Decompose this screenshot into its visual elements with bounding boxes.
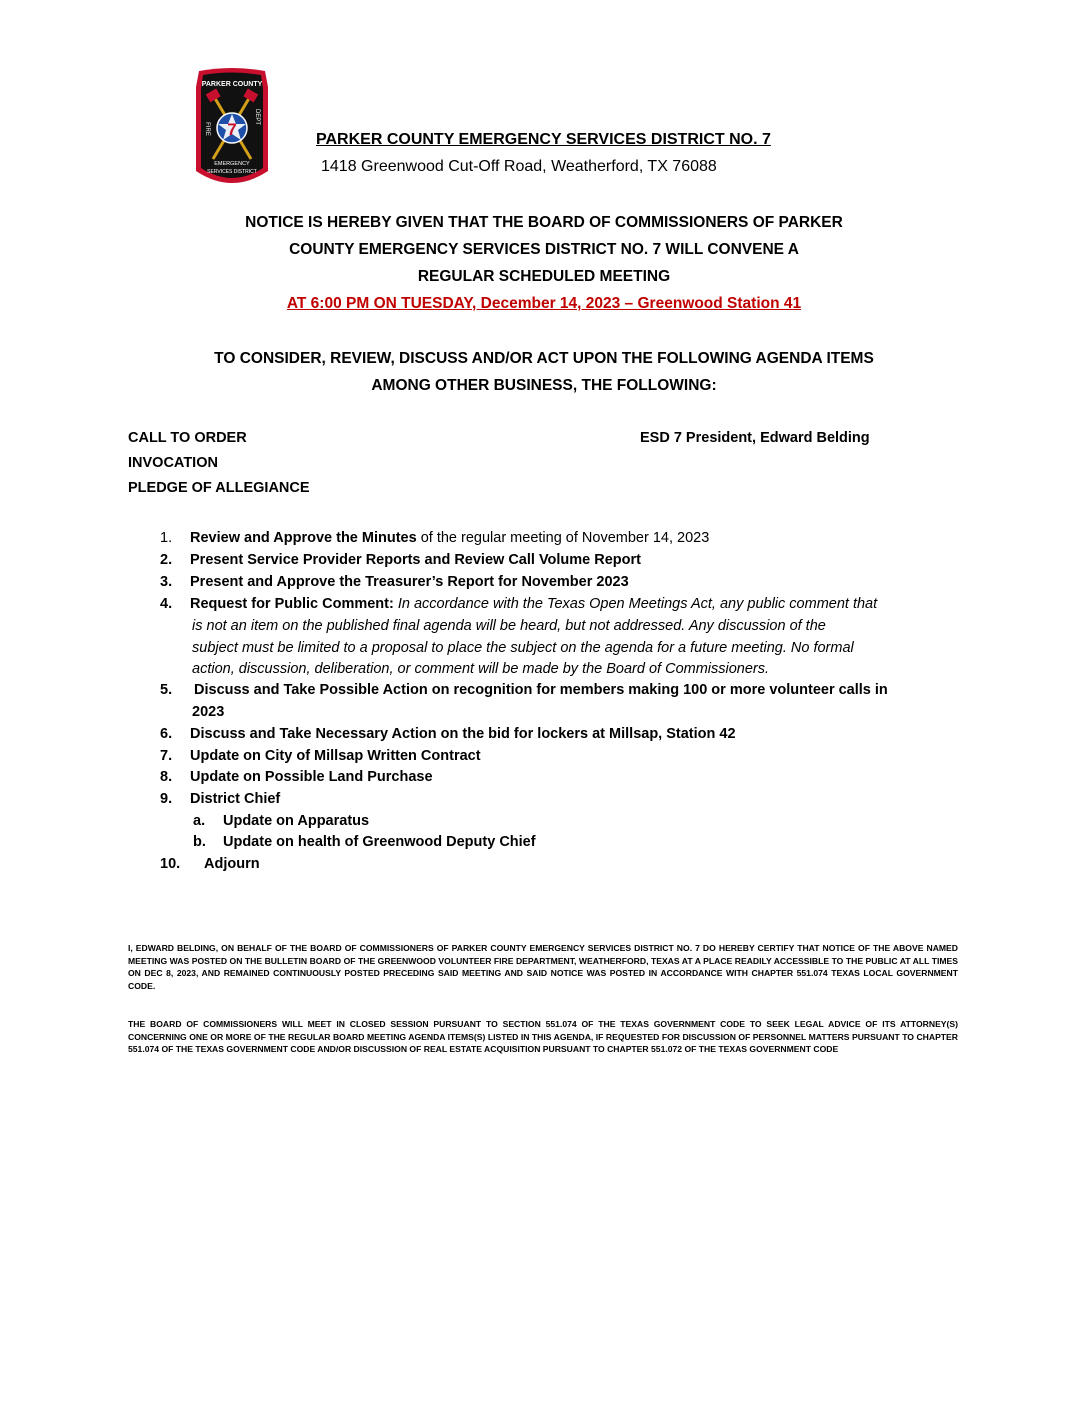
agenda-item-title: Request for Public Comment: (190, 596, 394, 612)
agenda-item-number: 4. (160, 596, 173, 612)
esd-logo (193, 67, 271, 193)
agenda-item-detail: is not an item on the published final agenda will be heard, but not addressed. Any discussion of the (192, 618, 826, 634)
agenda-item-title: Discuss and Take Necessary Action on the bid for lockers at Millsap, Station 42 (190, 726, 736, 742)
agenda-item (160, 789, 280, 811)
agenda-item-title: Update on City of Millsap Written Contract (190, 748, 481, 764)
agenda-subitem (193, 832, 536, 854)
agenda-item-number: 5. (160, 682, 173, 698)
agenda-item-title: Adjourn (204, 856, 260, 872)
agenda-item-number: 1. (160, 530, 173, 546)
agenda-item-detail: action, discussion, deliberation, or comment will be made by the Board of Commissioners. (192, 661, 770, 677)
agenda-item-number: 3. (160, 574, 173, 590)
agenda-item-number: 10. (160, 856, 181, 872)
agenda-item (160, 854, 260, 876)
agenda-item-title: Update on Possible Land Purchase (190, 769, 433, 785)
agenda-item-number: 7. (160, 748, 173, 764)
agenda-item (160, 746, 481, 768)
agenda-item-detail: subject must be limited to a proposal to place the subject on the agenda for a future meeting. No formal (192, 640, 854, 656)
agenda-item (160, 572, 629, 594)
agenda-item (160, 550, 641, 572)
agenda-item-detail: In accordance with the Texas Open Meetings Act, any public comment that (393, 596, 878, 612)
agenda-item-number: a. (193, 813, 206, 829)
logo-top-text: PARKER COUNTY (201, 81, 263, 88)
agenda-item-number: 9. (160, 791, 173, 807)
agenda-item-number: 6. (160, 726, 173, 742)
agenda-item-number: 2. (160, 552, 173, 568)
agenda-item (160, 767, 433, 789)
org-name: PARKER COUNTY EMERGENCY SERVICES DISTRICT NO. 7 (316, 131, 771, 148)
agenda-item-title: Update on Apparatus (223, 813, 370, 829)
org-address: 1418 Greenwood Cut-Off Road, Weatherford, TX 76088 (321, 158, 717, 175)
logo-left-text: FIRE (204, 122, 210, 136)
presider: ESD 7 President, Edward Belding (640, 430, 870, 446)
agenda-item (160, 680, 888, 702)
invocation: INVOCATION (128, 455, 218, 471)
agenda-item (160, 594, 877, 616)
notice-line-1: NOTICE IS HEREBY GIVEN THAT THE BOARD OF COMMISSIONERS OF PARKER (245, 214, 843, 231)
consider-line-2: AMONG OTHER BUSINESS, THE FOLLOWING: (371, 377, 717, 394)
closed-session-text: THE BOARD OF COMMISSIONERS WILL MEET IN CLOSED SESSION PURSUANT TO SECTION 551.074 OF THE TEXAS GOVERNMENT CODE TO SEEK LEGAL ADVICE OF ITS ATTORNEY(S) CONCERNING ONE OR MORE OF THE REGULAR BOARD MEETING AGENDA ITEMS(S) LISTED IN THIS AGENDA, IF REQUESTED FOR DISCUSSION OF PERSONNEL MATTERS PURSUANT TO CHAPTER 551.074 OF THE TEXAS GOVERNMENT CODE AND/OR DISCUSSION OF REAL ESTATE ACQUISITION PURSUANT TO CHAPTER 551.072 OF THE TEXAS GOVERNMENT CODE (128, 1019, 958, 1055)
agenda-item-title: Present and Approve the Treasurer’s Report for November 2023 (190, 574, 629, 590)
agenda-item-title: Update on health of Greenwood Deputy Chief (223, 834, 536, 850)
certification-text: I, EDWARD BELDING, ON BEHALF OF THE BOARD OF COMMISSIONERS OF PARKER COUNTY EMERGENCY SERVICES DISTRICT NO. 7 DO HEREBY CERTIFY THAT NOTICE OF THE ABOVE NAMED MEETING WAS POSTED ON THE BULLETIN BOARD OF THE GREENWOOD VOLUNTEER FIRE DEPARTMENT, WEATHERFORD, TEXAS AT A PLACE READILY ACCESSIBLE TO THE PUBLIC AT ALL TIMES ON DEC 8, 2023, AND REMAINED CONTINUOUSLY POSTED PRECEDING SAID MEETING AND SAID NOTICE WAS POSTED IN ACCORDANCE WITH CHAPTER 551.074 TEXAS LOCAL GOVERNMENT CODE. (128, 943, 958, 992)
logo-bottom-text-1: EMERGENCY (214, 161, 250, 167)
agenda-item-title: Present Service Provider Reports and Review Call Volume Report (190, 552, 641, 568)
agenda-item-title-cont: 2023 (192, 704, 225, 720)
pledge-of-allegiance: PLEDGE OF ALLEGIANCE (128, 480, 310, 496)
notice-line-2: COUNTY EMERGENCY SERVICES DISTRICT NO. 7 WILL CONVENE A (289, 241, 799, 258)
consider-line-1: TO CONSIDER, REVIEW, DISCUSS AND/OR ACT UPON THE FOLLOWING AGENDA ITEMS (214, 350, 874, 367)
agenda-item (160, 724, 736, 746)
agenda-item-number: b. (193, 834, 206, 850)
agenda-item (160, 528, 709, 550)
logo-right-text: DEPT (254, 108, 260, 126)
logo-center-number: 7 (227, 120, 237, 139)
agenda-item-title: Discuss and Take Possible Action on recognition for members making 100 or more volunteer calls in (194, 682, 888, 698)
agenda-item-detail: of the regular meeting of November 14, 2023 (416, 530, 710, 546)
agenda-subitem (193, 811, 369, 833)
agenda-item-title: Review and Approve the Minutes (190, 530, 417, 546)
agenda-item-title: District Chief (190, 791, 281, 807)
agenda-item-number: 8. (160, 769, 173, 785)
notice-line-3: REGULAR SCHEDULED MEETING (417, 268, 671, 285)
call-to-order: CALL TO ORDER (128, 430, 247, 446)
logo-bottom-text-2: SERVICES DISTRICT (207, 169, 257, 175)
meeting-datetime: AT 6:00 PM ON TUESDAY, December 14, 2023 – Greenwood Station 41 (286, 295, 802, 312)
